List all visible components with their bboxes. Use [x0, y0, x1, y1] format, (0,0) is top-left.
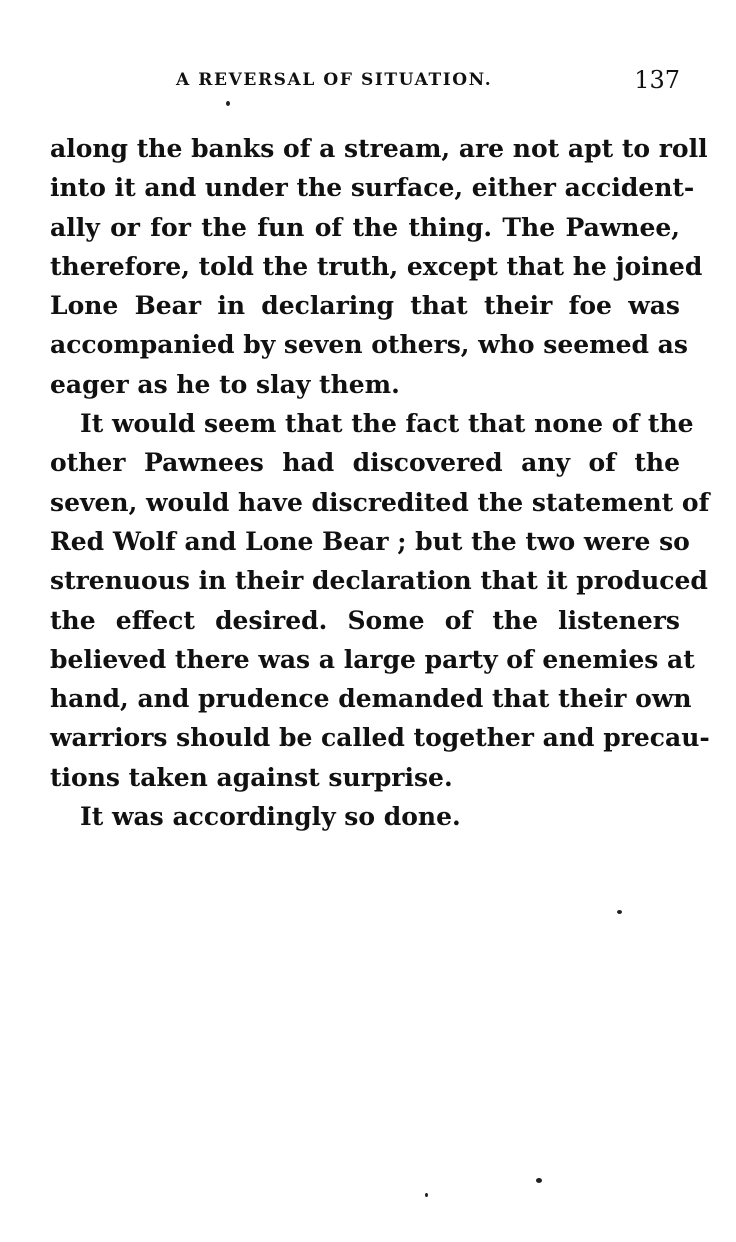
- scan-speck: [425, 1193, 428, 1197]
- text-line: the effect desired. Some of the listeners: [50, 605, 680, 635]
- text-line: strenuous in their declaration that it produced: [50, 566, 708, 596]
- text-line: ally or for the fun of the thing. The Pawnee,: [50, 212, 680, 242]
- paragraph-3: [50, 797, 680, 836]
- text-line: seven, would have discredited the statement of: [50, 487, 710, 517]
- text-line: other Pawnees had discovered any of the: [50, 448, 680, 478]
- text-line: eager as he to slay them.: [50, 369, 400, 399]
- scan-speck: [536, 1178, 542, 1183]
- running-title: A REVERSAL OF SITUATION.: [176, 70, 493, 90]
- text-line: It was accordingly so done.: [80, 802, 461, 832]
- scan-speck: [226, 101, 230, 106]
- text-line: accompanied by seven others, who seemed as: [50, 330, 688, 360]
- text-line: therefore, told the truth, except that he joined: [50, 251, 703, 281]
- text-line: warriors should be called together and precau-: [50, 723, 710, 753]
- text-line: hand, and prudence demanded that their own: [50, 684, 692, 714]
- page-number: 137: [634, 66, 680, 94]
- scan-speck: [617, 910, 622, 914]
- text-line: It would seem that the fact that none of the: [80, 409, 694, 439]
- text-line: into it and under the surface, either accident-: [50, 173, 695, 203]
- paragraph-2: [50, 404, 710, 797]
- text-line: Red Wolf and Lone Bear ; but the two were so: [50, 526, 690, 556]
- text-line: along the banks of a stream, are not apt to roll: [50, 134, 708, 163]
- text-line: believed there was a large party of enemies at: [50, 644, 695, 674]
- paragraph-1: [50, 129, 708, 404]
- text-line: Lone Bear in declaring that their foe was: [50, 291, 680, 321]
- body-text: [50, 129, 710, 836]
- running-head: [50, 66, 680, 98]
- text-line: tions taken against surprise.: [50, 762, 453, 792]
